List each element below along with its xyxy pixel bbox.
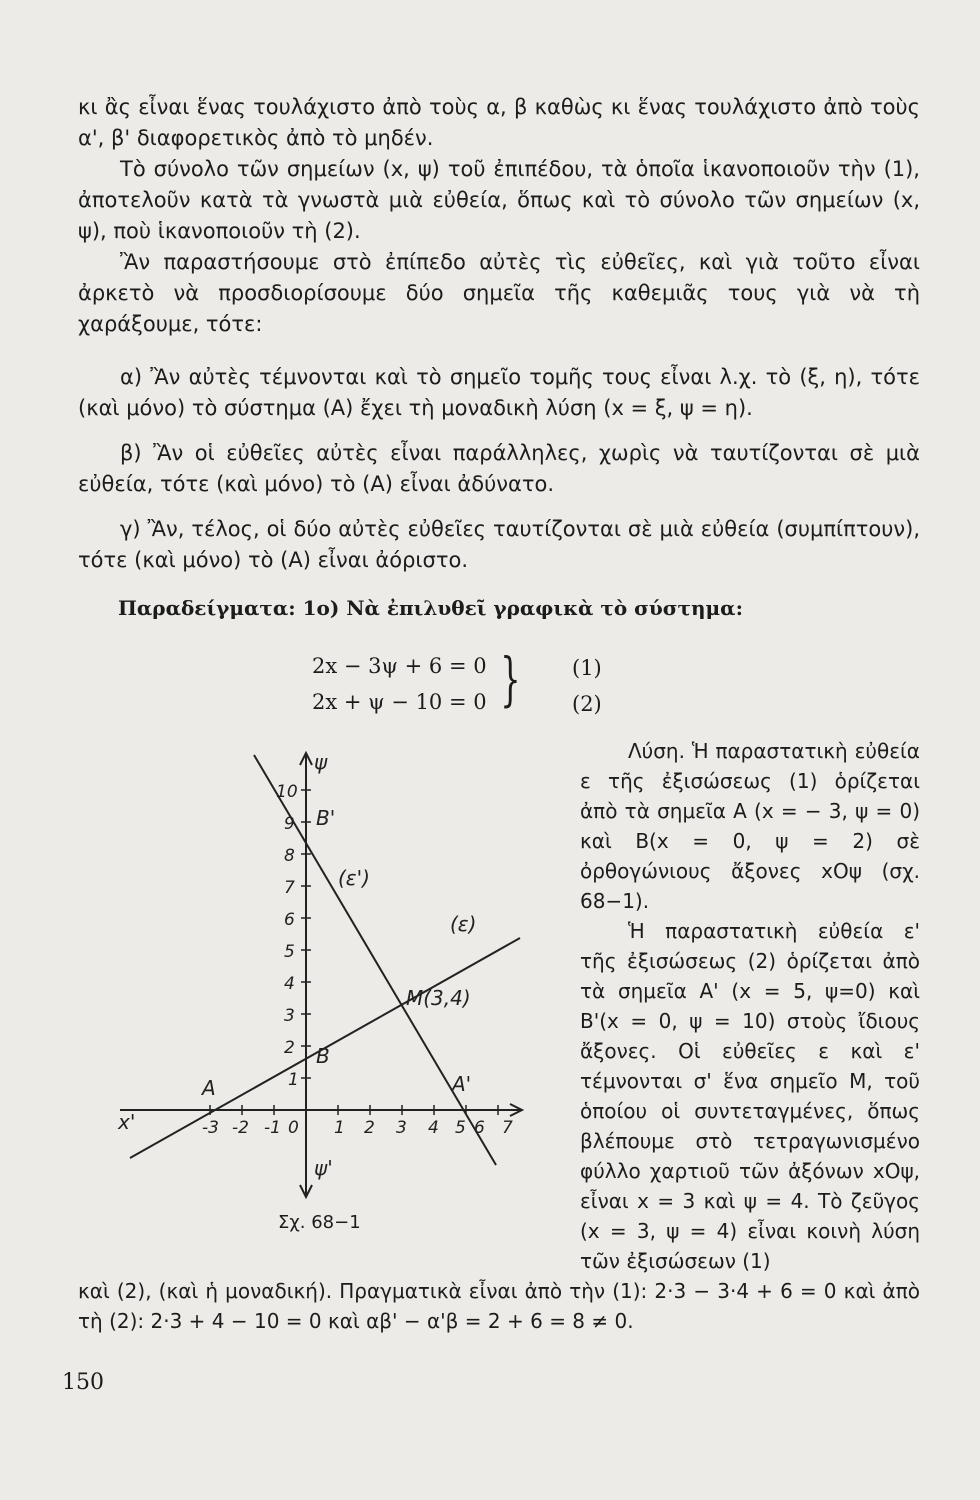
intro-paragraph-3: Ἂν παραστήσουμε στὸ ἐπίπεδο αὐτὲς τὶς εὐθεῖες, καὶ γιὰ τοῦτο εἶναι ἀρκετὸ νὰ προσδιορίσουμε δύο σημεῖα τῆς καθεμιᾶς τους γιὰ νὰ τὴ χαράξουμε, τότε:: [78, 250, 920, 336]
figure-caption: Σχ. 68−1: [278, 1212, 361, 1233]
y-tick-label-7: 7: [284, 878, 295, 898]
x-tick-label-0: 0: [288, 1118, 299, 1138]
y-tick-label-8: 8: [284, 846, 295, 866]
equation-2: 2x + ψ − 10 = 0: [312, 690, 487, 714]
x-tick-label-3: 3: [396, 1118, 407, 1138]
y-axis-label: ψ: [314, 750, 328, 774]
y-tick-label-5: 5: [284, 942, 295, 962]
x-tick-label-neg1: -1: [264, 1118, 281, 1138]
x-tick-label-2: 2: [364, 1118, 375, 1138]
intro-paragraph-1: κι ἂς εἶναι ἕνας τουλάχιστο ἀπὸ τοὺς α, β καθὼς κι ἕνας τουλάχιστο ἀπὸ τοὺς α', β' διαφορετικὸς ἀπὸ τὸ μηδέν.: [78, 95, 920, 150]
intro-text: [78, 92, 920, 340]
y-tick-label-1: 1: [288, 1070, 299, 1090]
equation-1: 2x − 3ψ + 6 = 0: [312, 654, 487, 678]
point-B-prime-label: B': [316, 806, 336, 830]
x-tick-label-neg2: -2: [232, 1118, 249, 1138]
x-tick-label-5: 5: [455, 1118, 466, 1138]
point-M-label: M(3,4): [406, 986, 471, 1010]
equation-1-label: (1): [572, 656, 602, 680]
y-tick-label-10: 10: [276, 782, 298, 802]
case-b: β) Ἂν οἱ εὐθεῖες αὐτὲς εἶναι παράλληλες, χωρὶς νὰ ταυτίζονται σὲ μιὰ εὐθεία, τότε (καὶ μόνο) τὸ (Α) εἶναι ἀδύνατο.: [78, 441, 920, 496]
y-tick-label-3: 3: [284, 1006, 295, 1026]
y-tick-label-9: 9: [284, 814, 295, 834]
case-a: α) Ἂν αὐτὲς τέμνονται καὶ τὸ σημεῖο τομῆς τους εἶναι λ.χ. τὸ (ξ, η), τότε (καὶ μόνο) τὸ σύστημα (Α) ἔχει τὴ μοναδικὴ λύση (x = ξ, ψ = η).: [78, 365, 920, 420]
intro-paragraph-2: Τὸ σύνολο τῶν σημείων (x, ψ) τοῦ ἐπιπέδου, τὰ ὁποῖα ἱκανοποιοῦν τὴν (1), ἀποτελοῦν κατὰ τὰ γνωστὰ μιὰ εὐθεία, ὅπως καὶ τὸ σύνολο τῶν σημείων (x, ψ), ποὺ ἱκανοποιοῦν τὴ (2).: [78, 157, 920, 243]
figure-68-1: [110, 745, 530, 1205]
solution-paragraph-1: Λύση. Ἡ παραστατικὴ εὐθεία ε τῆς ἐξισώσεως (1) ὁρίζεται ἀπὸ τὰ σημεῖα Α (x = − 3, ψ = 0) καὶ Β(x = 0, ψ = 2) σὲ ὀρθογώνιους ἄξονες xΟψ (σχ. 68−1).: [580, 739, 920, 913]
solution-conclusion: [78, 1276, 920, 1336]
point-A-prime-label: A': [452, 1072, 472, 1096]
solution-side-text: [580, 736, 920, 1276]
y-tick-label-6: 6: [284, 910, 295, 930]
line-epsilon-label: (ε): [450, 912, 477, 936]
point-B-label: B: [316, 1044, 330, 1068]
solution-paragraph-2: Ἡ παραστατικὴ εὐθεία ε' τῆς ἐξισώσεως (2) ὁρίζεται ἀπὸ τὰ σημεῖα Α' (x = 5, ψ=0) καὶ Β'(x = 0, ψ = 10) στοὺς ἴδιους ἄξονες. Οἱ εὐθεῖες ε καὶ ε' τέμνονται σ' ἕνα σημεῖο Μ, τοῦ ὁποίου οἱ συντεταγμένες, ὅπως βλέπουμε στὸ τετραγωνισμένο φύλλο χαρτιοῦ τῶν ἀξόνων xΟψ, εἶναι x = 3 καὶ ψ = 4. Τὸ ζεῦγος (x = 3, ψ = 4) εἶναι κοινὴ λύση τῶν ἐξισώσεων (1): [580, 919, 920, 1273]
y-tick-label-4: 4: [284, 974, 295, 994]
x-tick-label-7: 7: [502, 1118, 513, 1138]
case-c: γ) Ἂν, τέλος, οἱ δύο αὐτὲς εὐθεῖες ταυτίζονται σὲ μιὰ εὐθεία (συμπίπτουν), τότε (καὶ μόνο) τὸ (Α) εἶναι ἀόριστο.: [78, 517, 920, 572]
x-tick-label-6: 6: [474, 1118, 485, 1138]
x-axis-neg-label: x': [118, 1110, 136, 1134]
x-tick-label-neg3: -3: [202, 1118, 219, 1138]
line-epsilon-prime-label: (ε'): [338, 866, 370, 890]
equation-2-label: (2): [572, 692, 602, 716]
system-brace: }: [500, 645, 521, 713]
page-number: 150: [62, 1370, 104, 1395]
solution-paragraph-3: καὶ (2), (καὶ ἡ μοναδική). Πραγματικὰ εἶναι ἀπὸ τὴν (1): 2·3 − 3·4 + 6 = 0 καὶ ἀπὸ τὴ (2): 2·3 + 4 − 10 = 0 καὶ αβ' − α'β = 2 + 6 = 8 ≠ 0.: [78, 1279, 920, 1333]
point-A-label: A: [202, 1076, 216, 1100]
y-axis-neg-label: ψ': [314, 1156, 333, 1180]
x-tick-label-4: 4: [428, 1118, 439, 1138]
x-tick-label-1: 1: [334, 1118, 345, 1138]
cases-text: [78, 362, 920, 576]
example-heading: Παραδείγματα: 1ο) Νὰ ἐπιλυθεῖ γραφικὰ τὸ σύστημα:: [118, 596, 743, 620]
y-tick-label-2: 2: [284, 1038, 295, 1058]
